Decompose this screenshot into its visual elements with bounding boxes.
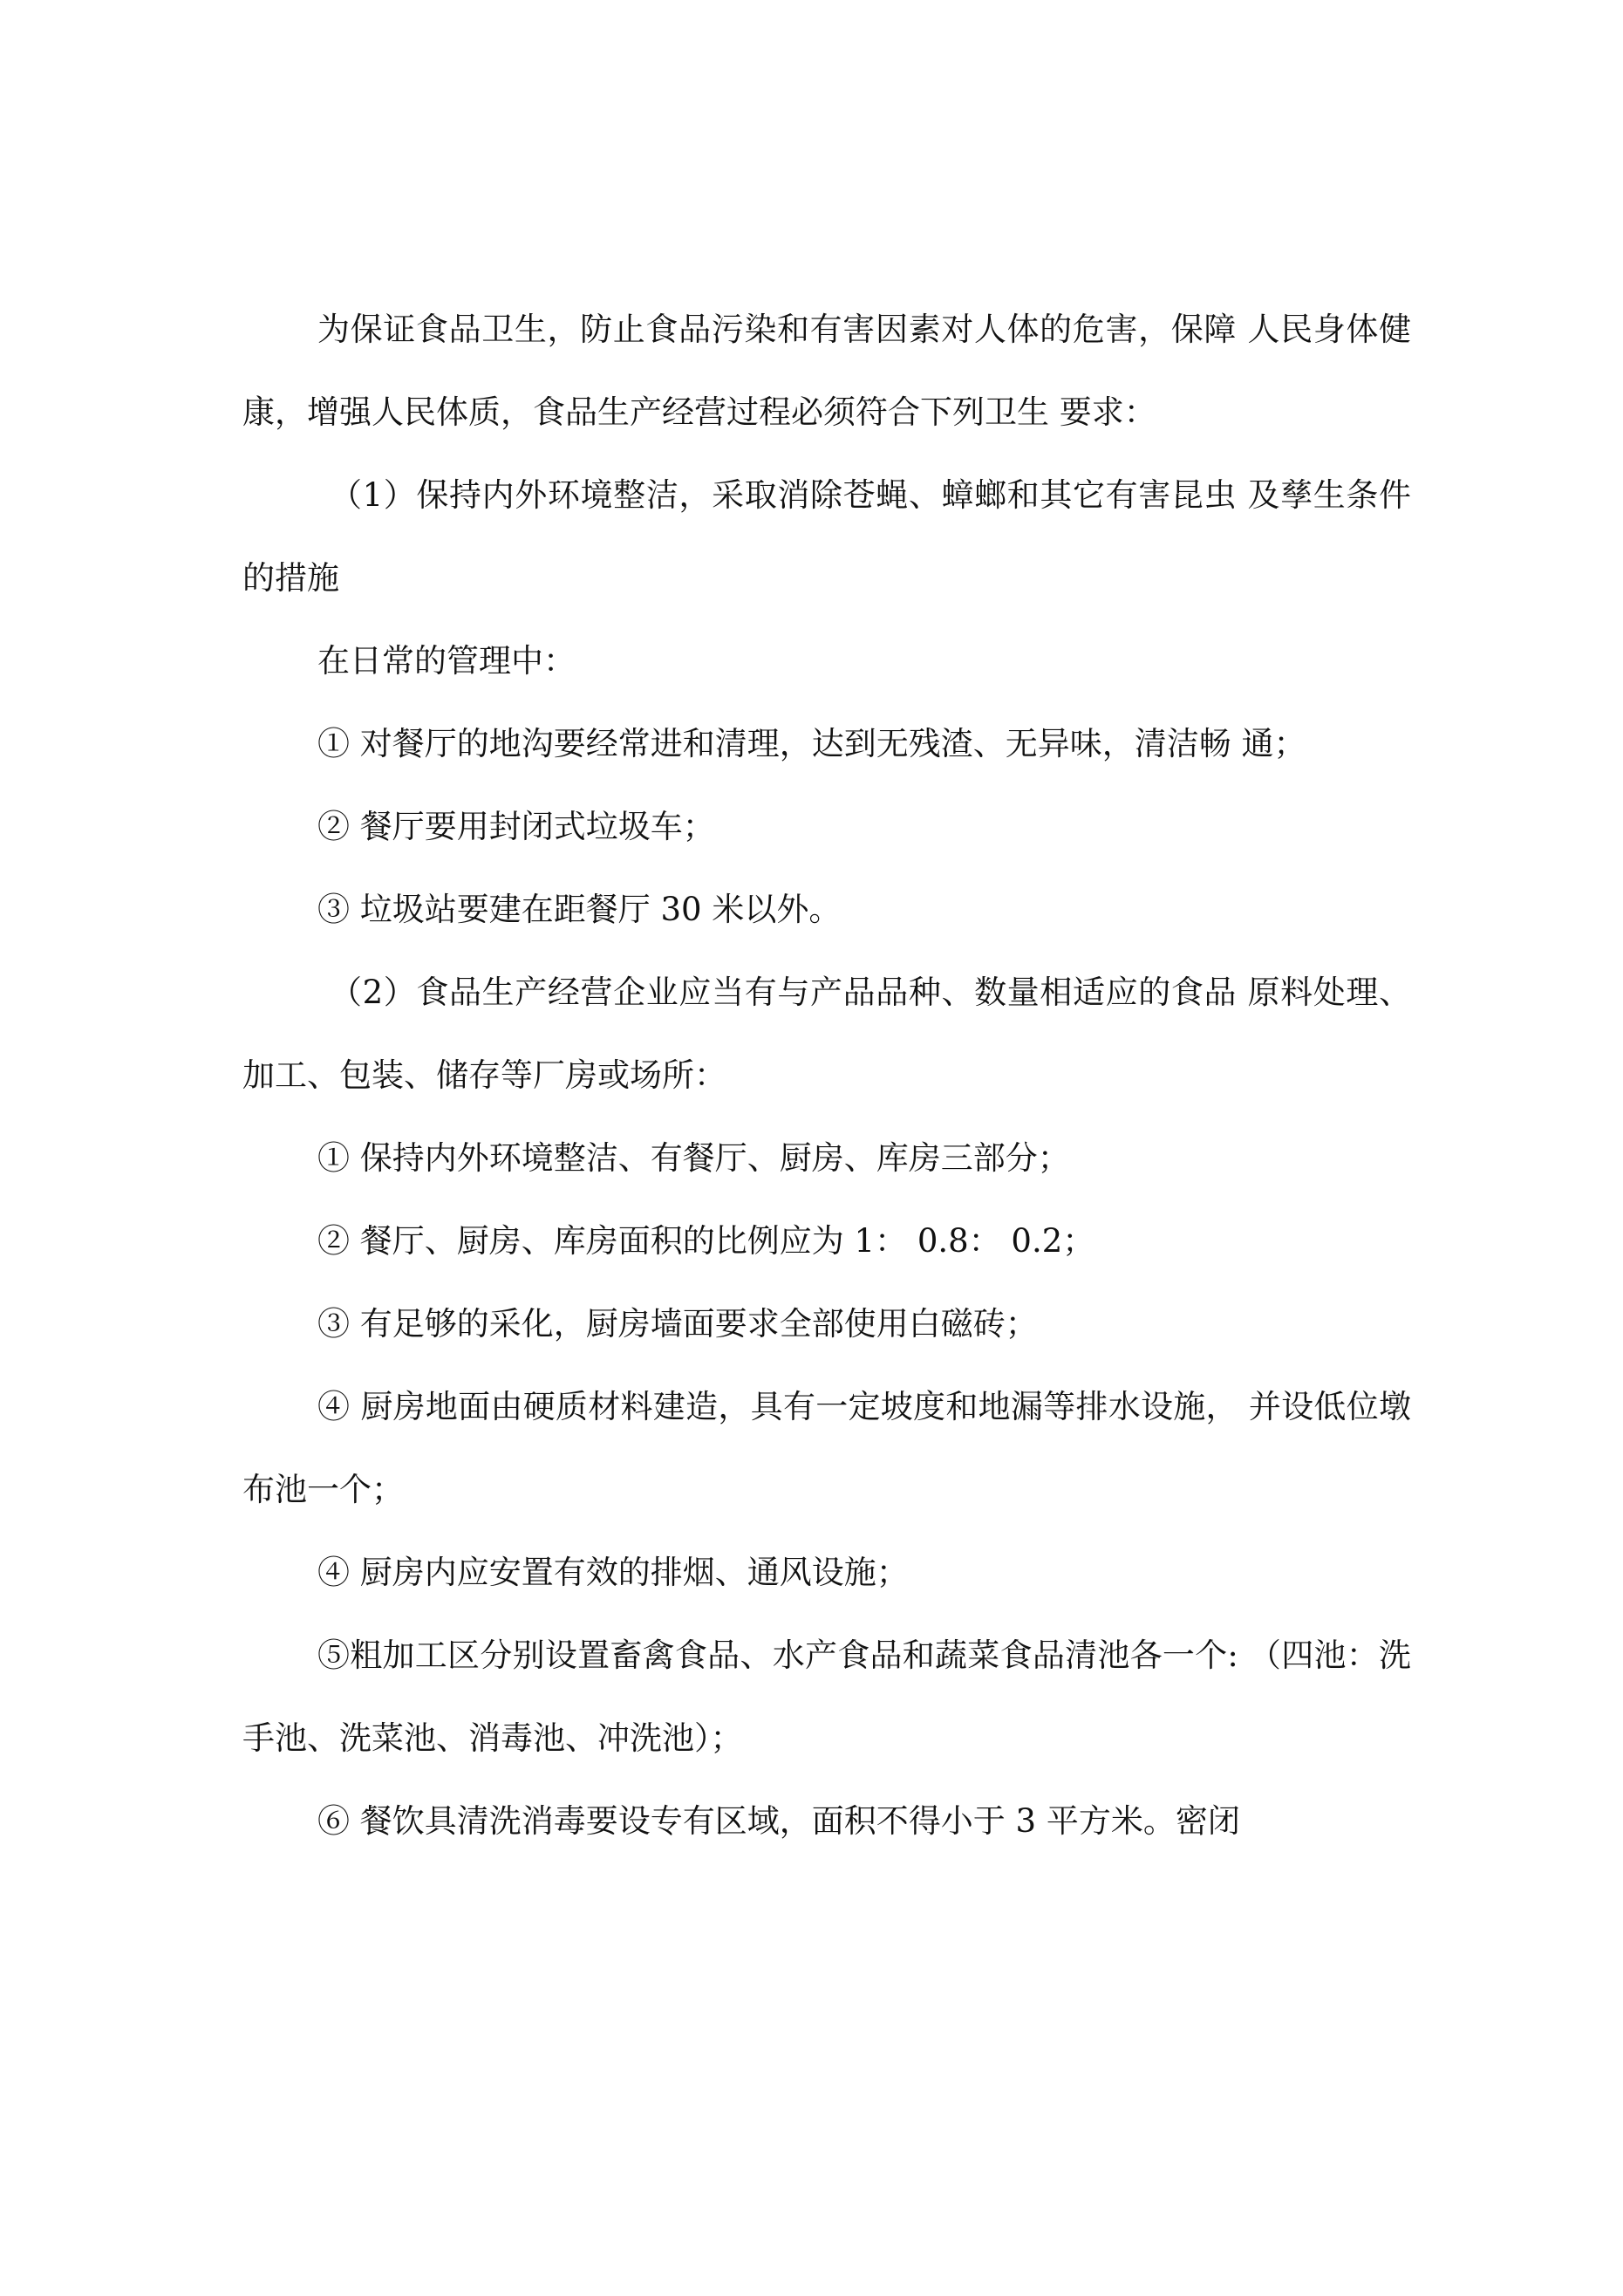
document-body [242,288,1411,1862]
section-2-heading: （2）食品生产经营企业应当有与产品品种、数量相适应的食品 原料处理、加工、包装、储存等厂房或场所： [242,974,1411,1094]
section-1-heading: （1）保持内外环境整洁，采取消除苍蝇、蟑螂和其它有害昆虫 及孳生条件的措施 [242,476,1411,597]
list-item: ① 保持内外环境整洁、有餐厅、厨房、库房三部分； [317,1139,1070,1177]
list-item: ① 对餐厅的地沟要经常进和清理，达到无残渣、无异味，清洁畅 通； [317,725,1306,762]
list-item: ④ 厨房地面由硬质材料建造，具有一定坡度和地漏等排水设施， 并设低位墩布池一个； [242,1388,1411,1508]
list-item: ⑥ 餐饮具清洗消毒要设专有区域，面积不得小于 3 平方米。密闭 [317,1802,1240,1840]
list-item: ③ 有足够的采化，厨房墙面要求全部使用白磁砖； [317,1305,1038,1343]
list-item: ② 餐厅、厨房、库房面积的比例应为 1： 0.8： 0.2； [317,1222,1095,1260]
daily-management-label: 在日常的管理中： [317,642,576,680]
list-item: ③ 垃圾站要建在距餐厅 30 米以外。 [317,891,842,928]
list-item: ④ 厨房内应安置有效的排烟、通风设施； [317,1554,909,1591]
list-item: ⑤粗加工区分别设置畜禽食品、水产食品和蔬菜食品清池各一个: （四池：洗手池、洗菜池、消毒池、冲洗池）； [242,1637,1411,1757]
list-item: ② 餐厅要用封闭式垃圾车； [317,808,715,845]
intro-paragraph: 为保证食品卫生，防止食品污染和有害因素对人体的危害，保障 人民身体健康，增强人民体质，食品生产经营过程必须符合下列卫生 要求： [242,311,1411,431]
